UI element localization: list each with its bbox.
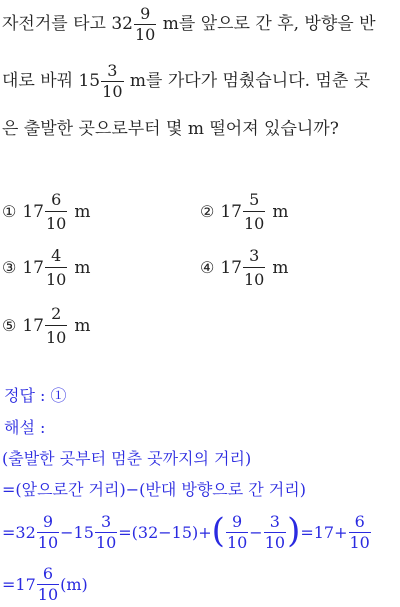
answer-label: 정답 : ① [4,386,67,405]
option-mark: ① [2,202,17,221]
fraction: $\frac{2}{10}$ [45,304,67,347]
option-unit: m [74,257,91,278]
option-whole: 17 [22,201,44,222]
fraction: $\frac{3}{10}$ [95,512,117,552]
option-whole: 17 [220,201,242,222]
problem-text: 대로 바꿔 15 [2,71,101,91]
fraction: $\frac{3}{10}$ [243,246,265,289]
fraction: $\frac{9}{10}$ [226,512,248,552]
fraction: $\frac{6}{10}$ [349,512,370,552]
explanation-line-1: (출발한 곳부터 멈춘 곳까지의 거리) [2,449,252,468]
fraction: $\frac{3}{10}$ [264,512,286,552]
option-5[interactable] [2,304,90,347]
option-2[interactable] [200,190,288,233]
option-mark: ③ [2,258,17,277]
fraction: $\frac{9}{10}$ [37,512,59,552]
fraction: $\frac{5}{10}$ [243,190,265,233]
explanation-final: =17 $\frac{6}{10}$ (m) [2,564,88,604]
explanation-line-2: =(앞으로간 거리)−(반대 방향으로 간 거리) [2,480,306,499]
option-whole: 17 [22,315,44,336]
right-paren: ) [287,510,301,551]
fraction: $\frac{3}{10}$ [102,61,123,101]
problem-line-3 [2,121,339,138]
option-unit: m [74,201,91,222]
explanation-equation: =32 $\frac{9}{10}$ −15 $\frac{3}{10}$ =(32−15)+ ( $\frac{9}{10}$ − $\frac{3}{10}$ ) =17+ $\frac{6}{10}$ [2,510,370,552]
option-1[interactable] [2,190,90,233]
left-paren: ( [211,510,225,551]
problem-line-2 [2,63,370,100]
fraction: $\frac{9}{10}$ [134,4,156,44]
fraction: $\frac{6}{10}$ [37,564,59,604]
problem-text: m를 가다가 멈췄습니다. 멈춘 곳 [124,71,371,91]
problem-text: m를 앞으로 간 후, 방향을 반 [157,14,376,34]
option-unit: m [272,201,289,222]
problem-line-1 [2,6,376,43]
problem-text: 은 출발한 곳으로부터 몇 m 떨어져 있습니까? [2,119,339,139]
option-whole: 17 [22,257,44,278]
fraction: $\frac{6}{10}$ [45,190,67,233]
fraction: $\frac{4}{10}$ [45,246,67,289]
explanation-label: 해설 : [4,418,46,437]
option-mark: ⑤ [2,316,17,335]
option-mark: ④ [200,258,215,277]
option-unit: m [74,315,91,336]
option-whole: 17 [220,257,242,278]
problem-text: 자전거를 타고 32 [2,14,133,34]
option-3[interactable] [2,246,90,289]
option-mark: ② [200,202,215,221]
option-unit: m [272,257,289,278]
option-4[interactable] [200,246,288,289]
